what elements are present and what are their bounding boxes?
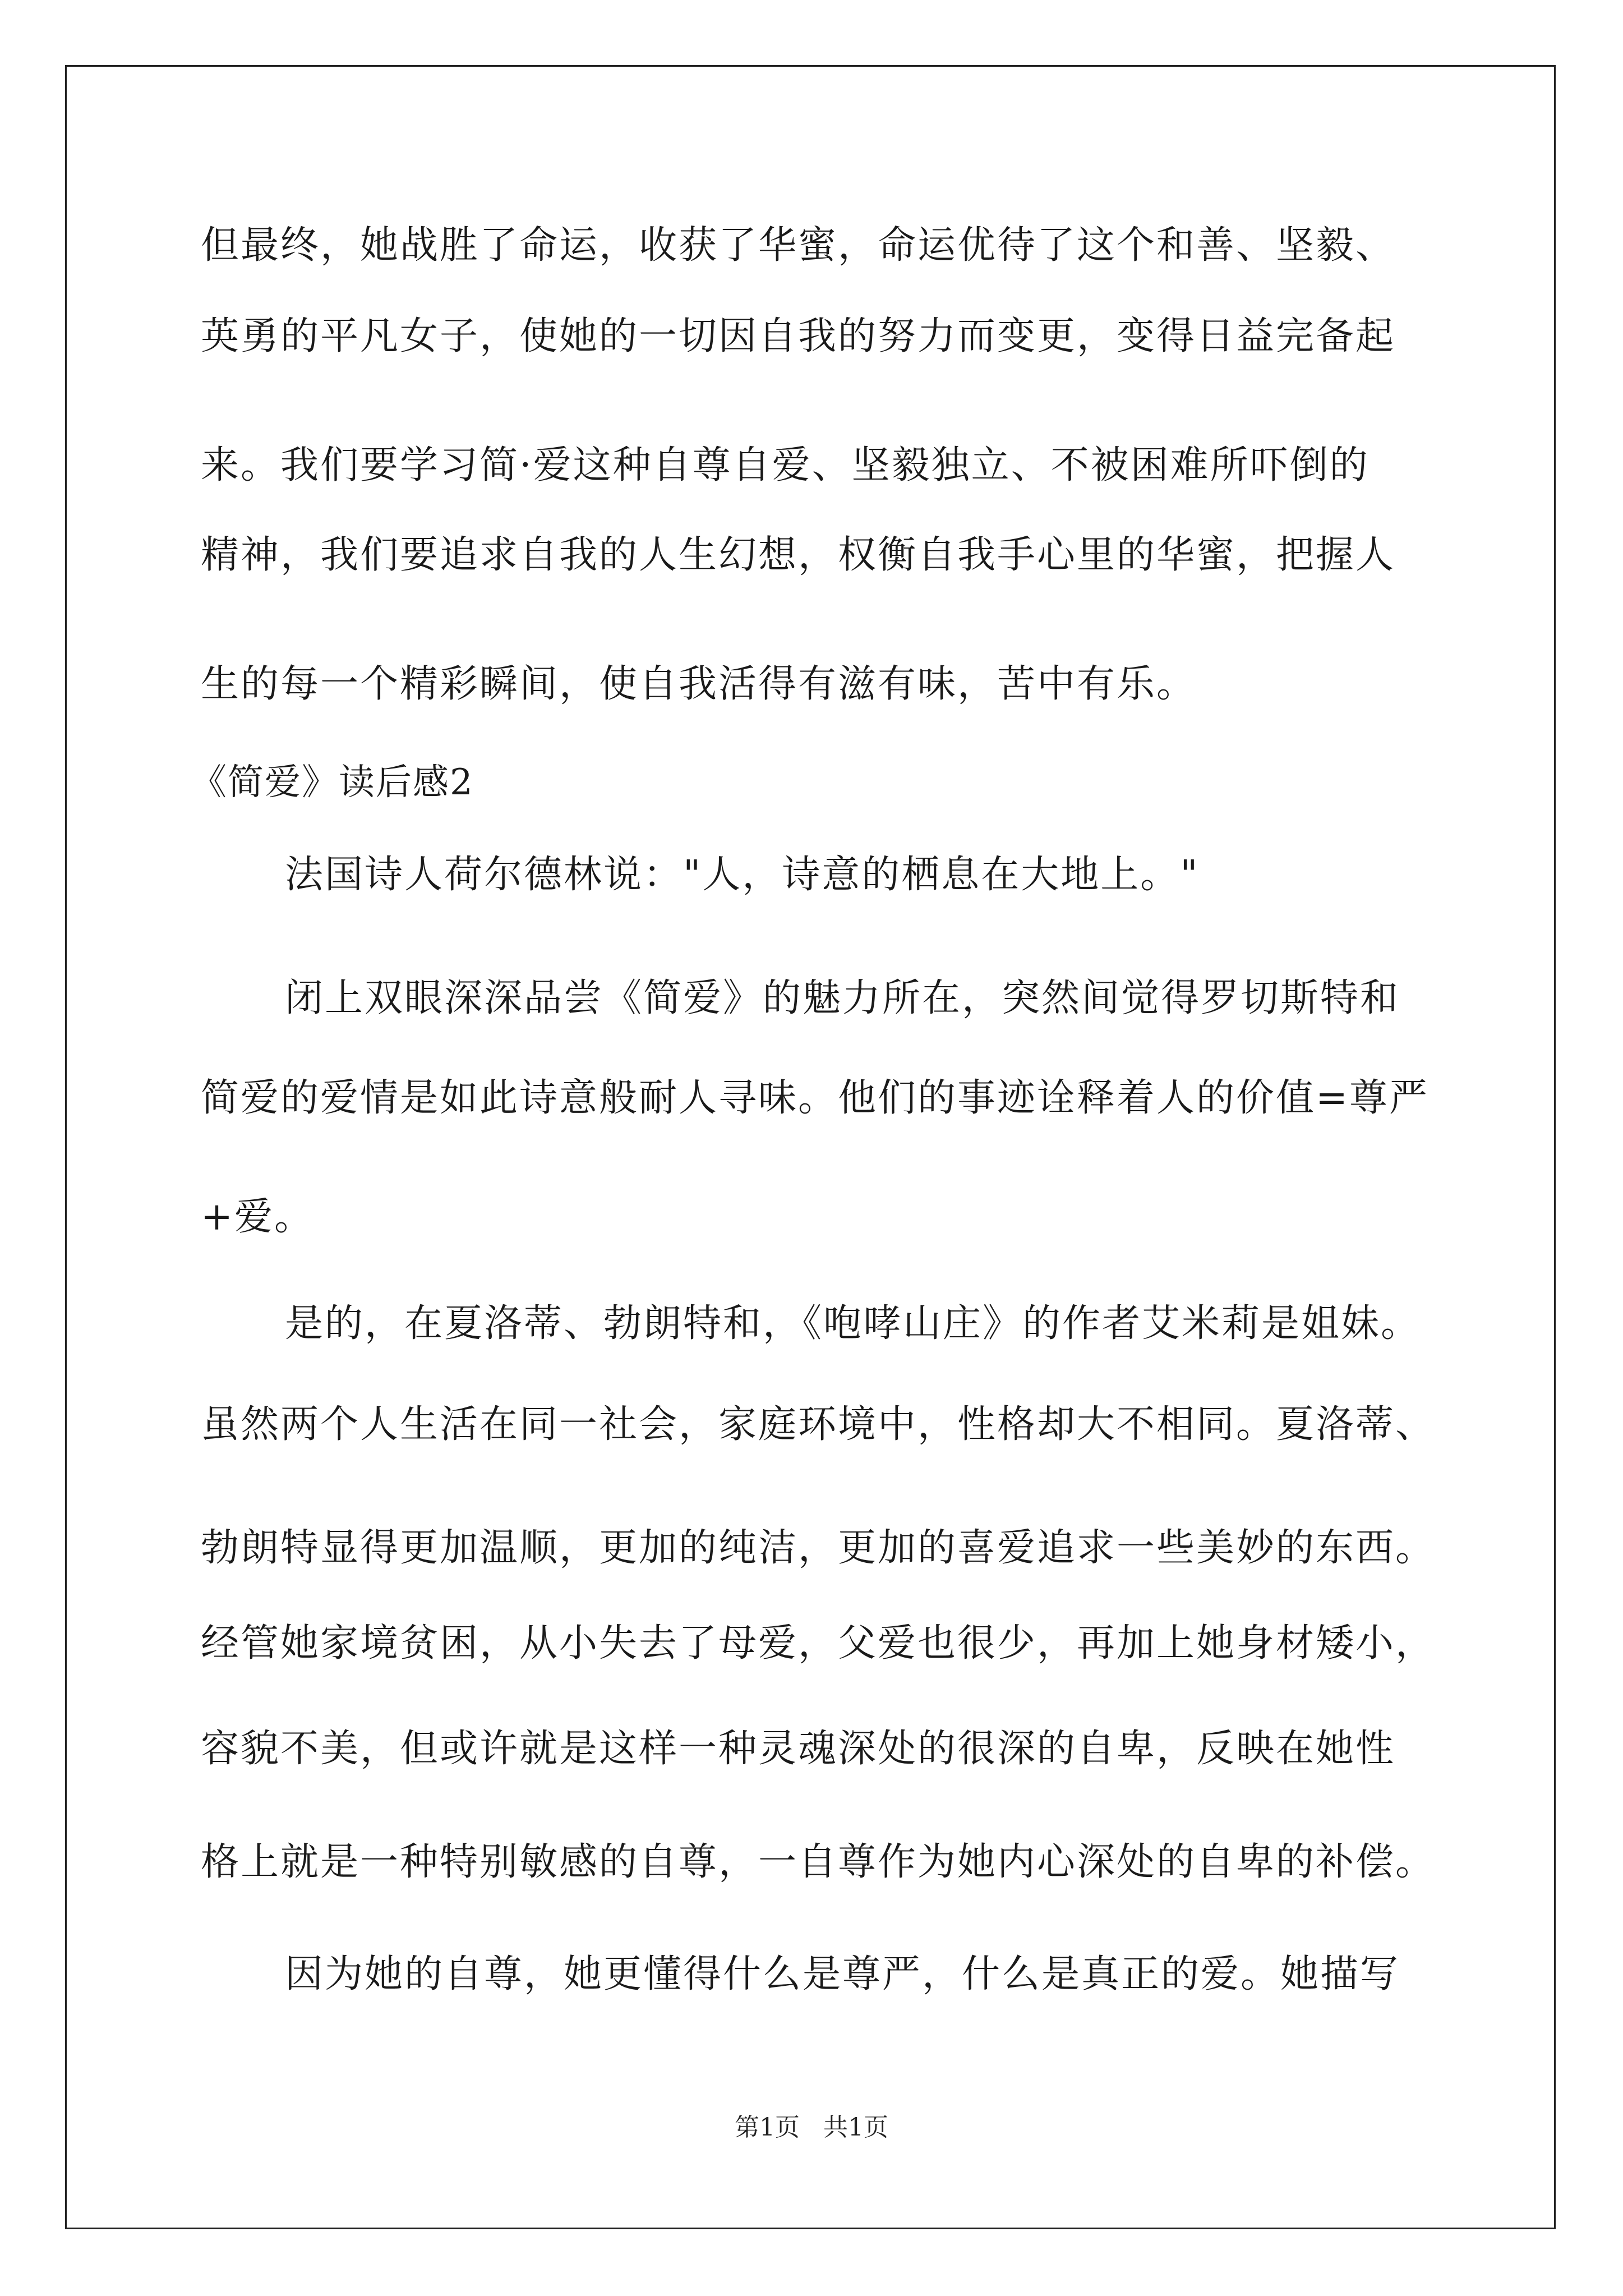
paragraph-line: 精神，我们要追求自我的人生幻想，权衡自我手心里的华蜜，把握人	[201, 533, 1396, 577]
paragraph-line: 因为她的自尊，她更懂得什么是尊严，什么是真正的爱。她描写	[285, 1952, 1400, 1996]
paragraph-line: 来。我们要学习简·爱这种自尊自爱、坚毅独立、不被困难所吓倒的	[201, 443, 1370, 487]
section-heading: 《简爱》读后感2	[191, 762, 474, 803]
paragraph-line: 生的每一个精彩瞬间，使自我活得有滋有味，苦中有乐。	[201, 662, 1197, 706]
paragraph-line: +爱。	[201, 1195, 314, 1239]
paragraph-line: 英勇的平凡女子，使她的一切因自我的努力而变更，变得日益完备起	[201, 314, 1396, 358]
page-number-footer: 第1页 共1页	[735, 2113, 888, 2142]
paragraph-line: 虽然两个人生活在同一社会，家庭环境中，性格却大不相同。夏洛蒂、	[201, 1402, 1436, 1447]
paragraph-line: 经管她家境贫困，从小失去了母爱，父爱也很少，再加上她身材矮小，	[201, 1621, 1436, 1665]
page-border	[65, 65, 1556, 2229]
paragraph-line: 格上就是一种特别敏感的自尊，一自尊作为她内心深处的自卑的补偿。	[201, 1840, 1436, 1884]
paragraph-line: 闭上双眼深深品尝《简爱》的魅力所在，突然间觉得罗切斯特和	[285, 976, 1400, 1020]
paragraph-line: 勃朗特显得更加温顺，更加的纯洁，更加的喜爱追求一些美妙的东西。	[201, 1526, 1436, 1570]
paragraph-line: 简爱的爱情是如此诗意般耐人寻味。他们的事迹诠释着人的价值=尊严	[201, 1076, 1429, 1120]
paragraph-line: 是的，在夏洛蒂、勃朗特和，《咆哮山庄》的作者艾米莉是姐妹。	[285, 1301, 1421, 1346]
paragraph-line: 容貌不美，但或许就是这样一种灵魂深处的很深的自卑，反映在她性	[201, 1727, 1396, 1771]
paragraph-line: 但最终，她战胜了命运，收获了华蜜，命运优待了这个和善、坚毅、	[201, 223, 1396, 268]
paragraph-line: 法国诗人荷尔德林说："人，诗意的栖息在大地上。"	[285, 853, 1200, 897]
